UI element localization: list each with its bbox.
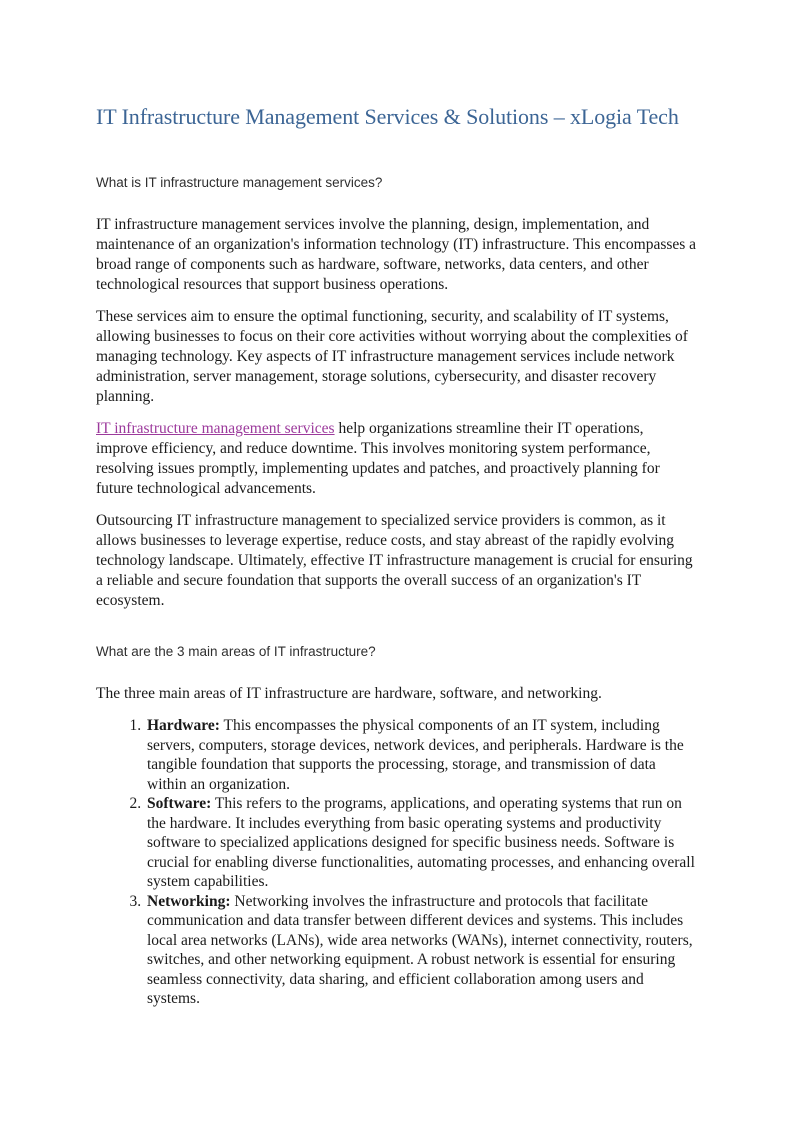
list-item-networking-label: Networking: <box>147 892 231 910</box>
paragraph-link-continuation: help organizations streamline their IT operations, improve efficiency, and reduce downtime. This involves monitoring system performance, resolving issues promptly, implementing updates and patches, and proactively planning for future technological advancements. <box>96 420 660 497</box>
list-item-networking-text: Networking involves the infrastructure and protocols that facilitate communication and data transfer between different devices and systems. This includes local area networks (LANs), wide area networks (WANs), internet connectivity, routers, switches, and other networking equipment. A robust network is essential for ensuring seamless connectivity, data sharing, and efficient collaboration among users and systems. <box>147 892 693 1007</box>
question-heading-three-areas: What are the 3 main areas of IT infrastructure? <box>96 644 376 659</box>
list-item-software <box>145 794 698 892</box>
paragraph-definition: IT infrastructure management services involve the planning, design, implementation, and maintenance of an organization's information technology (IT) infrastructure. This encompasses a broad range of components such as hardware, software, networks, data centers, and other technological resources that support business operations. <box>96 216 697 293</box>
list-item-networking <box>145 892 698 1009</box>
question-heading-what-is: What is IT infrastructure management services? <box>96 175 383 190</box>
list-item-hardware <box>145 716 698 794</box>
list-item-hardware-text: This encompasses the physical components of an IT system, including servers, computers, storage devices, network devices, and peripherals. Hardware is the tangible foundation that supports the processing, storage, and transmission of data within an organization. <box>147 717 684 793</box>
paragraph-three-areas-intro: The three main areas of IT infrastructure are hardware, software, and networking. <box>96 685 602 702</box>
list-item-hardware-label: Hardware: <box>147 717 220 734</box>
it-areas-numbered-list <box>96 716 698 1009</box>
page-title: IT Infrastructure Management Services & Solutions – xLogia Tech <box>96 104 679 129</box>
it-infrastructure-services-link[interactable]: IT infrastructure management services <box>96 420 335 437</box>
list-item-software-text: This refers to the programs, applications, and operating systems that run on the hardware. It includes everything from basic operating systems and productivity software to specialized applications designed for specific business needs. Software is crucial for enabling diverse functionalities, automating processes, and enhancing overall system capabilities. <box>147 795 695 890</box>
paragraph-outsourcing: Outsourcing IT infrastructure management to specialized service providers is common, as it allows businesses to leverage expertise, reduce costs, and stay abreast of the rapidly evolving technology landscape. Ultimately, effective IT infrastructure management is crucial for ensuring a reliable and secure foundation that supports the overall success of an organization's IT ecosystem. <box>96 512 693 609</box>
list-item-software-label: Software: <box>147 795 212 812</box>
paragraph-with-link <box>96 419 698 499</box>
section-2-body <box>96 684 698 1009</box>
section-1-body <box>96 215 698 611</box>
paragraph-services-aim: These services aim to ensure the optimal functioning, security, and scalability of IT systems, allowing businesses to focus on their core activities without worrying about the complexities of managing technology. Key aspects of IT infrastructure management services include network administration, server management, storage solutions, cybersecurity, and disaster recovery planning. <box>96 308 688 405</box>
